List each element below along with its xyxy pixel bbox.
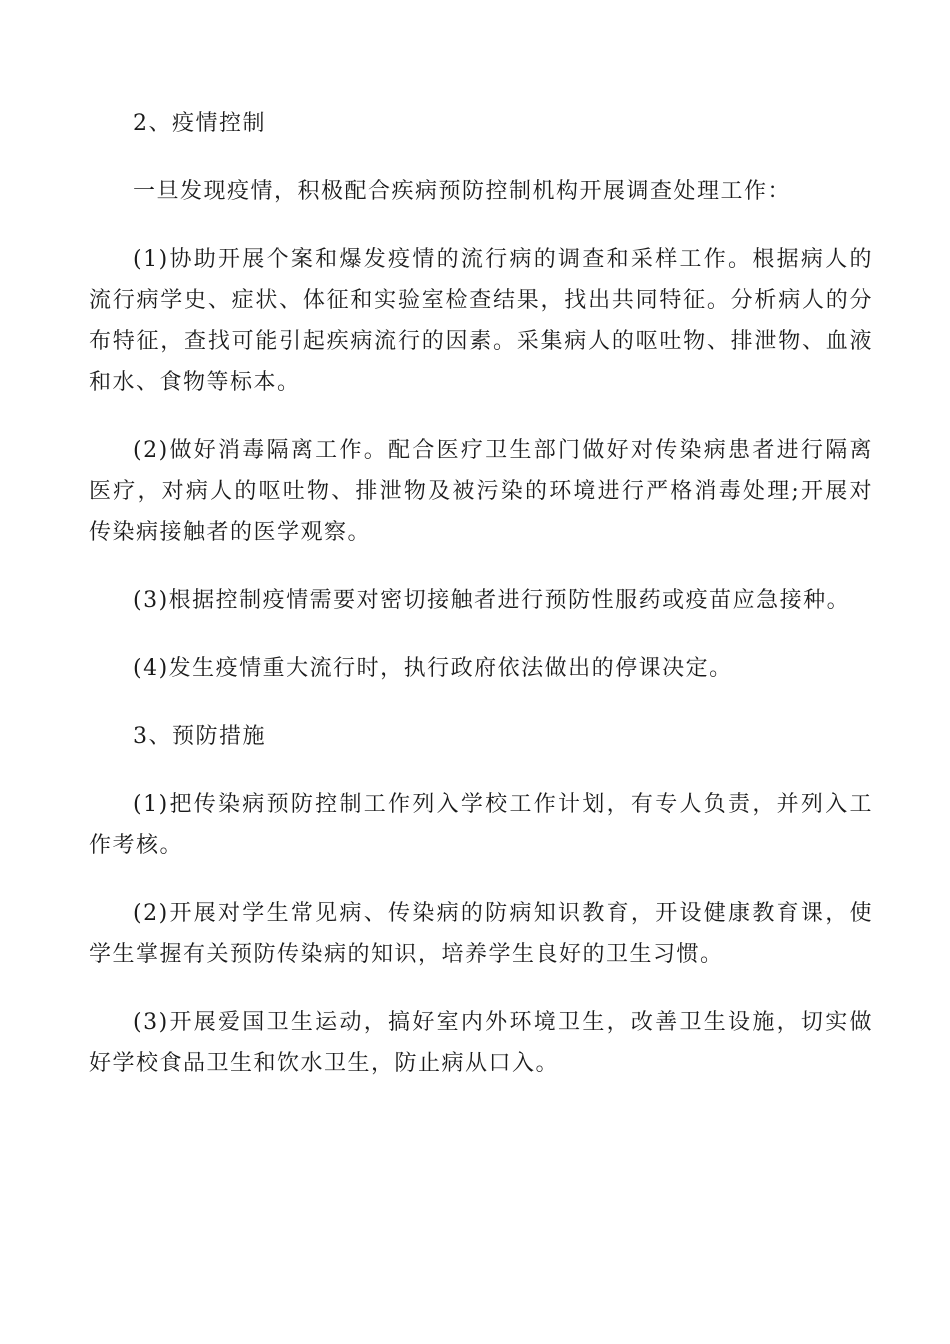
list-item: (1)把传染病预防控制工作列入学校工作计划，有专人负责，并列入工作考核。 [89, 792, 873, 858]
list-item: (2)做好消毒隔离工作。配合医疗卫生部门做好对传染病患者进行隔离医疗，对病人的呕吐物、排泄物及被污染的环境进行严格消毒处理;开展对传染病接触者的医学观察。 [89, 438, 873, 545]
section-intro: 一旦发现疫情，积极配合疾病预防控制机构开展调查处理工作： [133, 179, 792, 204]
document-body [89, 103, 873, 1111]
list-item: (4)发生疫情重大流行时，执行政府依法做出的停课决定。 [133, 656, 733, 681]
list-item: (2)开展对学生常见病、传染病的防病知识教育，开设健康教育课，使学生掌握有关预防传染病的知识，培养学生良好的卫生习惯。 [89, 901, 873, 967]
list-item: (3)根据控制疫情需要对密切接触者进行预防性服药或疫苗应急接种。 [133, 588, 851, 613]
section-heading-prevention-measures: 3、预防措施 [133, 724, 266, 749]
list-item: (1)协助开展个案和爆发疫情的流行病的调查和采样工作。根据病人的流行病学史、症状、体征和实验室检查结果，找出共同特征。分析病人的分布特征，查找可能引起疾病流行的因素。采集病人的呕吐物、排泄物、血液和水、食物等标本。 [89, 247, 873, 395]
section-heading-epidemic-control: 2、疫情控制 [133, 111, 266, 136]
list-item: (3)开展爱国卫生运动，搞好室内外环境卫生，改善卫生设施，切实做好学校食品卫生和饮水卫生，防止病从口入。 [89, 1010, 873, 1076]
